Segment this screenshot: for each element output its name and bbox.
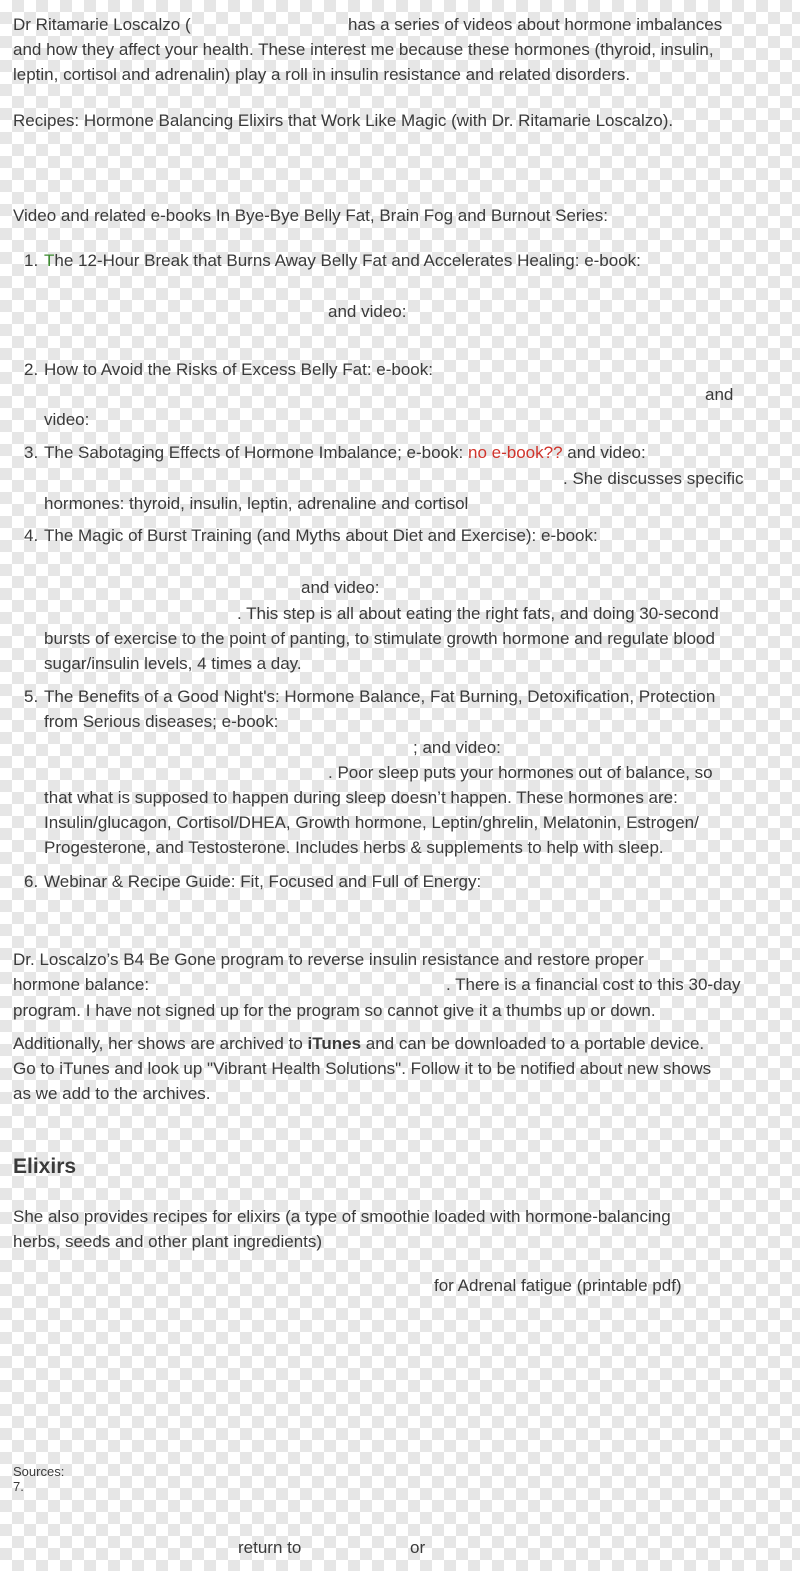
list-number-6: 6.: [24, 872, 39, 891]
intro-line-2: and how they affect your health. These interest me because these hormones (thyroid, insulin,: [13, 40, 714, 59]
list-item-4-line-4: bursts of exercise to the point of panting, to stimulate growth hormone and regulate blood: [44, 629, 715, 648]
itunes-bold: iTunes: [307, 1034, 362, 1053]
list-item-1-line-2: and video:: [328, 302, 407, 321]
itunes-text-a: Additionally, her shows are archived to: [13, 1034, 308, 1053]
list-item-4-line-2: and video:: [301, 578, 380, 597]
list-item-4-line-5: sugar/insulin levels, 4 times a day.: [44, 654, 302, 673]
list-item-1-title: he 12-Hour Break that Burns Away Belly Fat and Accelerates Healing: e-book:: [54, 251, 641, 270]
elixirs-heading: Elixirs: [13, 1155, 77, 1178]
list-item-6-line-1: Webinar & Recipe Guide: Fit, Focused and Full of Energy:: [44, 872, 482, 891]
list-item-5-line-1: The Benefits of a Good Night's: Hormone Balance, Fat Burning, Detoxification, Protection: [44, 687, 716, 706]
list-item-3-line-3: hormones: thyroid, insulin, leptin, adrenaline and cortisol: [44, 494, 469, 513]
footer-return-to: return to: [238, 1538, 302, 1557]
list-item-1-line-1: [44, 248, 641, 273]
list-item-1-first-letter: T: [44, 251, 55, 270]
sources-label: Sources:: [13, 1464, 65, 1479]
itunes-line-1: [13, 1031, 704, 1056]
itunes-line-3: as we add to the archives.: [13, 1084, 211, 1103]
list-number-2: 2.: [24, 360, 39, 379]
elixirs-line-3: for Adrenal fatigue (printable pdf): [434, 1276, 682, 1295]
list-item-4-line-3: . This step is all about eating the right fats, and doing 30-second: [237, 604, 719, 623]
program-line-2a: hormone balance:: [13, 975, 150, 994]
list-item-3-text-a: The Sabotaging Effects of Hormone Imbalance; e-book:: [44, 443, 468, 462]
list-number-4: 4.: [24, 526, 39, 545]
program-line-2b: . There is a financial cost to this 30-day: [446, 975, 741, 994]
list-item-5-line-7: Progesterone, and Testosterone. Includes herbs & supplements to help with sleep.: [44, 838, 664, 857]
sources-number: 7.: [13, 1479, 24, 1494]
list-item-5-line-3: ; and video:: [413, 738, 501, 757]
intro-line-3: leptin, cortisol and adrenalin) play a roll in insulin resistance and related disorders.: [13, 65, 631, 84]
itunes-line-2: Go to iTunes and look up "Vibrant Health Solutions". Follow it to be notified about new shows: [13, 1059, 712, 1078]
list-item-4-line-1: The Magic of Burst Training (and Myths about Diet and Exercise): e-book:: [44, 526, 598, 545]
intro-line-1b: has a series of videos about hormone imbalances: [348, 15, 723, 34]
footer-or: or: [410, 1538, 426, 1557]
elixirs-line-1: She also provides recipes for elixirs (a type of smoothie loaded with hormone-balancing: [13, 1207, 671, 1226]
program-line-1: Dr. Loscalzo’s B4 Be Gone program to reverse insulin resistance and restore proper: [13, 950, 644, 969]
list-item-3-line-2: . She discusses specific: [563, 469, 744, 488]
list-number-1: 1.: [24, 251, 39, 270]
list-item-3-line-1: [44, 440, 646, 465]
intro-line-1a: Dr Ritamarie Loscalzo (: [13, 15, 191, 34]
list-item-2-and: and: [705, 385, 734, 404]
list-item-3-text-b: and video:: [562, 443, 646, 462]
video-intro: Video and related e-books In Bye-Bye Belly Fat, Brain Fog and Burnout Series:: [13, 206, 609, 225]
elixirs-line-2: herbs, seeds and other plant ingredients): [13, 1232, 323, 1251]
list-item-5-line-2: from Serious diseases; e-book:: [44, 712, 279, 731]
list-item-5-line-6: Insulin/glucagon, Cortisol/DHEA, Growth hormone, Leptin/ghrelin, Melatonin, Estrogen/: [44, 813, 699, 832]
itunes-text-c: and can be downloaded to a portable device.: [361, 1034, 705, 1053]
recipes-line: Recipes: Hormone Balancing Elixirs that Work Like Magic (with Dr. Ritamarie Loscalzo).: [13, 111, 674, 130]
list-number-3: 3.: [24, 443, 39, 462]
list-item-5-line-5: that what is supposed to happen during sleep doesn’t happen. These hormones are:: [44, 788, 678, 807]
list-item-2-line-1: How to Avoid the Risks of Excess Belly Fat: e-book:: [44, 360, 433, 379]
list-item-2-video: video:: [44, 410, 90, 429]
list-item-5-line-4: . Poor sleep puts your hormones out of balance, so: [328, 763, 713, 782]
no-ebook-note: no e-book??: [468, 443, 563, 462]
list-number-5: 5.: [24, 687, 39, 706]
program-line-3: program. I have not signed up for the program so cannot give it a thumbs up or down.: [13, 1001, 656, 1020]
